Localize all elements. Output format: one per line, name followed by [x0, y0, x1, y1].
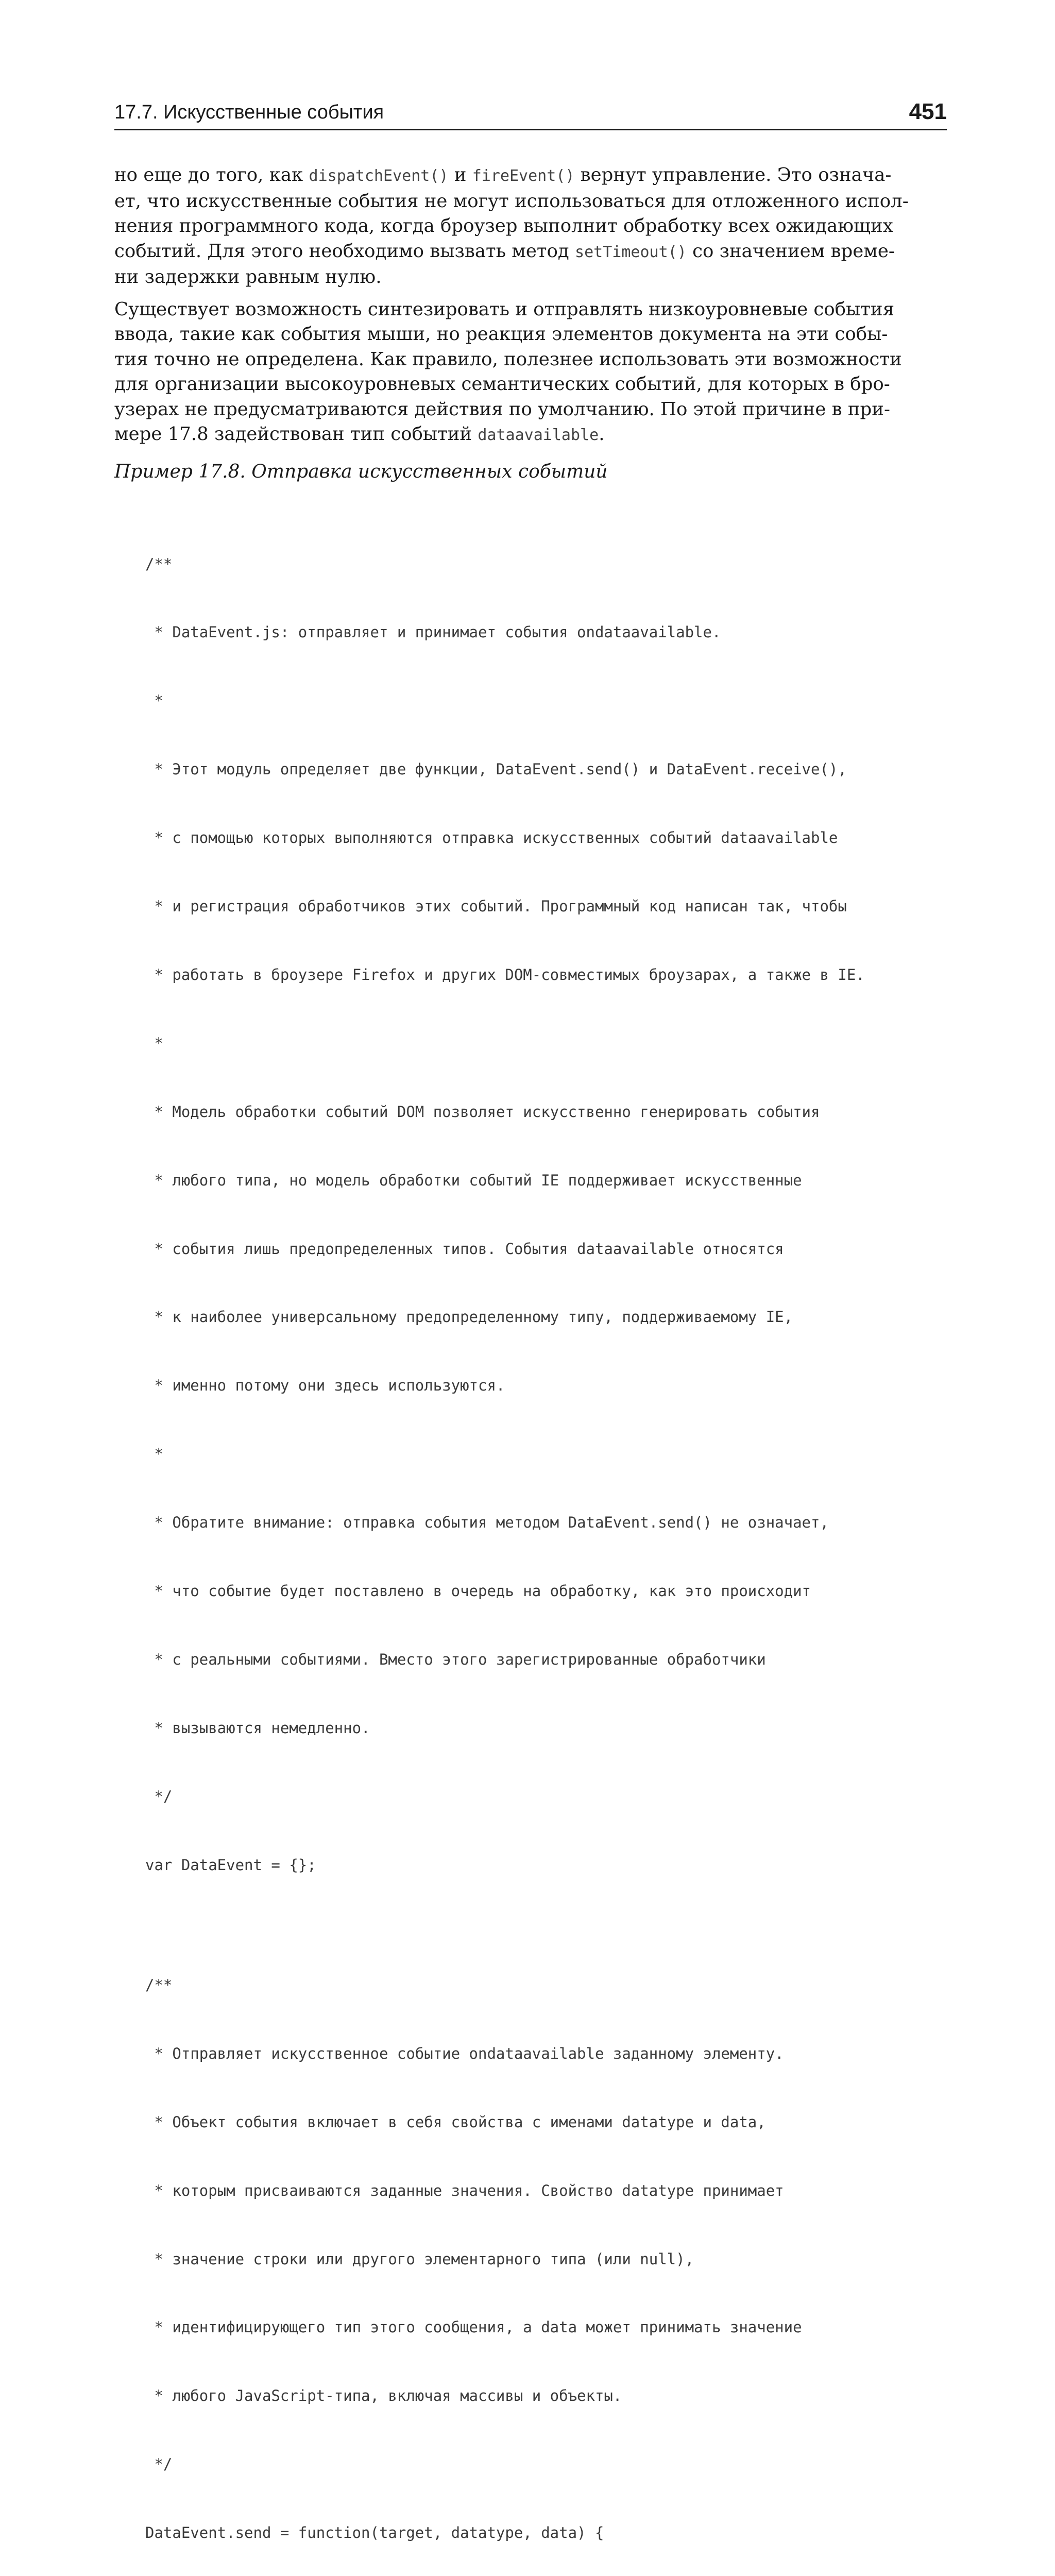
code-line: * Модель обработки событий DOM позволяет искусственно генерировать события: [145, 1103, 820, 1121]
paragraph-line: нения программного кода, когда броузер выполнит обработку всех ожидающих: [114, 215, 893, 236]
code-line: /**: [145, 555, 173, 573]
code-line: * любого типа, но модель обработки событий IE поддерживает искусственные: [145, 1171, 802, 1189]
page-number: 451: [909, 99, 947, 124]
code-line: * и регистрация обработчиков этих событий. Программный код написан так, чтобы: [145, 897, 847, 916]
code-line: * DataEvent.js: отправляет и принимает события ondataavailable.: [145, 623, 721, 641]
inline-code: dispatchEvent(): [309, 167, 449, 185]
code-blank-line: [145, 1922, 949, 1928]
code-line: * Этот модуль определяет две функции, DataEvent.send() и DataEvent.receive(),: [145, 760, 847, 778]
paragraph-line: для организации высокоуровневых семантических событий, для которых в бро-: [114, 374, 890, 395]
paragraph-line: [114, 239, 947, 265]
code-line: *: [145, 692, 163, 710]
text-run: мере 17.8 задействован тип событий: [114, 423, 478, 445]
code-line: * что событие будет поставлено в очередь на обработку, как это происходит: [145, 1582, 811, 1600]
code-line: */: [145, 2455, 173, 2473]
code-line: * к наиболее универсальному предопределенному типу, поддерживаемому IE,: [145, 1308, 793, 1326]
paragraph-line: ет, что искусственные события не могут использоваться для отложенного испол-: [114, 190, 909, 212]
inline-code: dataavailable: [478, 426, 599, 444]
code-listing: [145, 507, 949, 2576]
code-line: * с помощью которых выполняются отправка искусственных событий dataavailable: [145, 829, 838, 847]
code-line: * значение строки или другого элементарного типа (или null),: [145, 2250, 694, 2268]
code-line: * с реальными событиями. Вместо этого зарегистрированные обработчики: [145, 1650, 766, 1668]
code-line: * Отправляет искусственное событие ondataavailable заданному элементу.: [145, 2044, 784, 2062]
inline-code: setTimeout(): [575, 243, 687, 261]
example-caption: Пример 17.8. Отправка искусственных событий: [114, 461, 608, 482]
code-line: * идентифицирующего тип этого сообщения, а data может принимать значение: [145, 2318, 802, 2336]
code-line: * любого JavaScript-типа, включая массивы и объекты.: [145, 2387, 622, 2405]
paragraph-line: узерах не предусматриваются действия по умолчанию. По этой причине в при-: [114, 398, 890, 420]
text-run: событий. Для этого необходимо вызвать метод: [114, 240, 575, 262]
code-line: * вызываются немедленно.: [145, 1719, 370, 1737]
code-line: var DataEvent = {};: [145, 1856, 316, 1874]
paragraph-line: тия точно не определена. Как правило, полезнее использовать эти возможности: [114, 348, 902, 370]
text-run: .: [599, 423, 605, 445]
code-line: * Объект события включает в себя свойства с именами datatype и data,: [145, 2113, 766, 2131]
paragraph-line: ни задержки равным нулю.: [114, 266, 382, 287]
code-line: */: [145, 1787, 173, 1805]
section-title: 17.7. Искусственные события: [114, 101, 384, 123]
paragraph-line: [114, 163, 947, 189]
code-line: DataEvent.send = function(target, datatype, data) {: [145, 2524, 604, 2542]
paragraph-line: [114, 422, 947, 448]
code-line: *: [145, 1445, 163, 1463]
text-run: со значением време-: [686, 240, 895, 262]
paragraph-1: [114, 163, 947, 290]
paragraph-line: Существует возможность синтезировать и отправлять низкоуровневые события: [114, 298, 894, 320]
code-line: * именно потому они здесь используются.: [145, 1377, 505, 1395]
paragraph-2: [114, 297, 947, 448]
paragraph-line: ввода, такие как события мыши, но реакция элементов документа на эти собы-: [114, 324, 888, 345]
inline-code: fireEvent(): [472, 167, 575, 185]
code-line: /**: [145, 1976, 173, 1994]
code-line: * которым присваиваются заданные значения. Свойство datatype принимает: [145, 2181, 784, 2199]
text-run: вернут управление. Это означа-: [574, 164, 892, 185]
body-text: [114, 163, 947, 455]
running-header: [114, 96, 947, 130]
code-line: * работать в броузере Firefox и других DOM-совместимых броузарах, а также в IE.: [145, 965, 865, 984]
code-line: *: [145, 1034, 163, 1052]
code-line: * события лишь предопределенных типов. События dataavailable относятся: [145, 1240, 784, 1258]
text-run: но еще до того, как: [114, 164, 309, 185]
text-run: и: [448, 164, 472, 185]
code-line: * Обратите внимание: отправка события методом DataEvent.send() не означает,: [145, 1514, 829, 1532]
